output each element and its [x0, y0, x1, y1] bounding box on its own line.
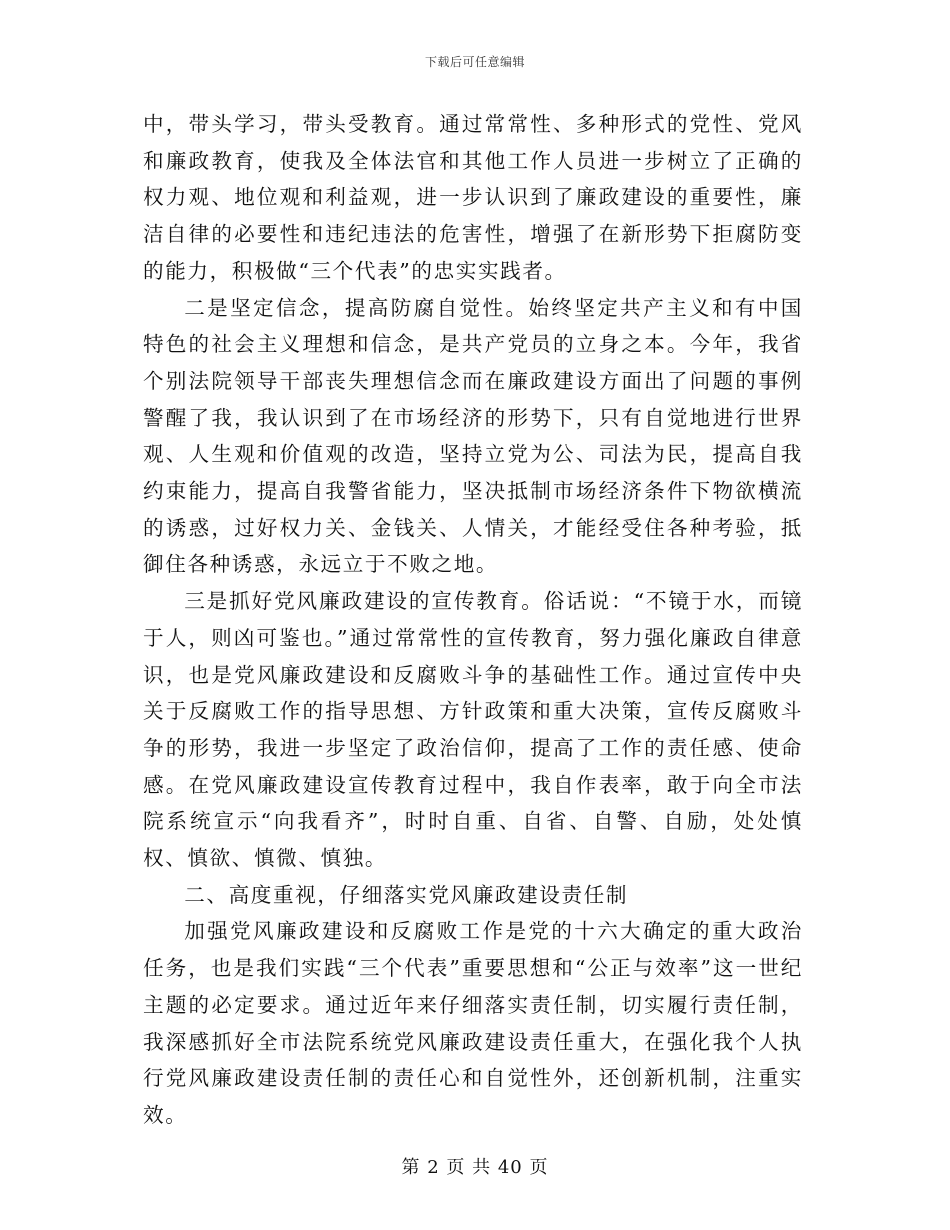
- paragraph-point-two: 二是坚定信念，提高防腐自觉性。始终坚定共产主义和有中国特色的社会主义理想和信念，是共产党员的立身之本。今年，我省个别法院领导干部丧失理想信念而在廉政建设方面出了问题的事例警醒了我，我认识到了在市场经济的形势下，只有自觉地进行世界观、人生观和价值观的改造，坚持立党为公、司法为民，提高自我约束能力，提高自我警省能力，坚决抵制市场经济条件下物欲横流的诱惑，过好权力关、金钱关、人情关，才能经受住各种考验，抵御住各种诱惑，永远立于不败之地。: [143, 295, 803, 577]
- page-header-note: 下载后可任意编辑: [424, 55, 525, 69]
- page-number: 第 2 页 共 40 页: [401, 1157, 549, 1178]
- paragraph-section-two: 加强党风廉政建设和反腐败工作是党的十六大确定的重大政治任务，也是我们实践“三个代表”重要思想和“公正与效率”这一世纪主题的必定要求。通过近年来仔细落实责任制，切实履行责任制，我深感抓好全市法院系统党风廉政建设责任重大，在强化我个人执行党风廉政建设责任制的责任心和自觉性外，还创新机制，注重实效。: [143, 919, 803, 1127]
- paragraph-continuation: 中，带头学习，带头受教育。通过常常性、多种形式的党性、党风和廉政教育，使我及全体法官和其他工作人员进一步树立了正确的权力观、地位观和利益观，进一步认识到了廉政建设的重要性，廉洁自律的必要性和违纪违法的危害性，增强了在新形势下拒腐防变的能力，积极做“三个代表”的忠实实践者。: [143, 112, 803, 283]
- document-body: [143, 106, 803, 1134]
- section-heading: 二、高度重视，仔细落实党风廉政建设责任制: [184, 882, 629, 907]
- paragraph-point-three: 三是抓好党风廉政建设的宣传教育。俗话说：“不镜于水，而镜于人，则凶可鉴也。”通过常常性的宣传教育，努力强化廉政自律意识，也是党风廉政建设和反腐败斗争的基础性工作。通过宣传中央关于反腐败工作的指导思想、方针政策和重大决策，宣传反腐败斗争的形势，我进一步坚定了政治信仰，提高了工作的责任感、使命感。在党风廉政建设宣传教育过程中，我自作表率，敢于向全市法院系统宣示“向我看齐”，时时自重、自省、自警、自励，处处慎权、慎欲、慎微、慎独。: [143, 589, 803, 871]
